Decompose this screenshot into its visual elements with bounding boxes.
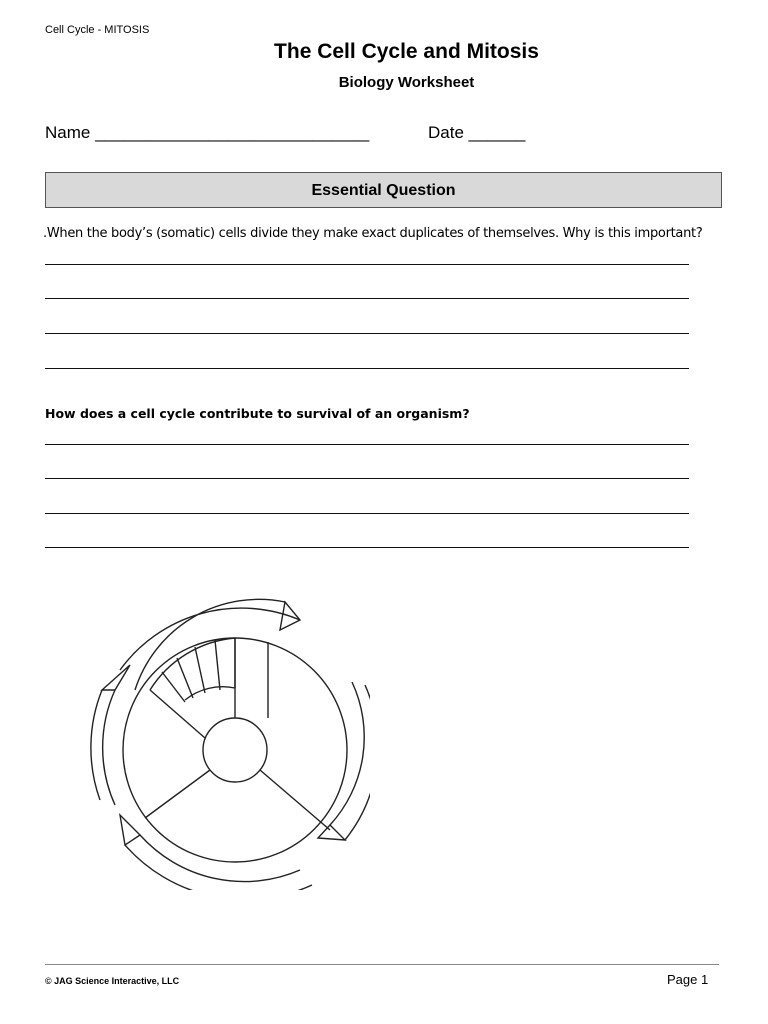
mitosis-divider xyxy=(162,672,185,702)
arrow-arc-left-outer xyxy=(91,690,102,800)
arrow-arc-right-outer xyxy=(345,685,370,840)
arrow-head-left xyxy=(102,665,130,690)
arrow-arc-bottom xyxy=(140,835,300,882)
mitosis-divider xyxy=(215,640,220,690)
answer-line[interactable] xyxy=(45,513,689,514)
answer-line[interactable] xyxy=(45,478,689,479)
header-small-label: Cell Cycle - MITOSIS xyxy=(45,24,150,36)
answer-line[interactable] xyxy=(45,333,689,334)
answer-line[interactable] xyxy=(45,444,689,445)
arrow-arc-top-outer xyxy=(120,608,300,670)
mitosis-divider xyxy=(177,658,193,698)
date-field[interactable]: Date ______ xyxy=(428,123,526,142)
divider-right xyxy=(260,770,330,830)
page-subtitle: Biology Worksheet xyxy=(338,74,475,91)
arrow-arc-left xyxy=(103,690,115,805)
page-title: The Cell Cycle and Mitosis xyxy=(274,40,539,63)
mitosis-divider xyxy=(195,647,205,693)
essential-question-heading: Essential Question xyxy=(45,172,722,208)
footer-divider xyxy=(45,964,719,965)
question-1: .When the body’s (somatic) cells divide they make exact duplicates of themselves. Why is this important? xyxy=(43,226,703,241)
answer-line[interactable] xyxy=(45,547,689,548)
arrow-arc-bottom-outer xyxy=(125,845,312,890)
question-2: How does a cell cycle contribute to survival of an organism? xyxy=(45,406,470,421)
answer-line[interactable] xyxy=(45,298,689,299)
divider-upper-left xyxy=(150,690,205,738)
answer-line[interactable] xyxy=(45,368,689,369)
cell-cycle-diagram xyxy=(90,590,370,890)
name-field[interactable]: Name _____________________________ xyxy=(45,123,370,142)
center-circle xyxy=(203,718,267,782)
arrow-arc-top xyxy=(135,599,285,690)
arrow-head-right xyxy=(318,825,345,840)
arrow-head-bottom xyxy=(120,815,140,845)
answer-line[interactable] xyxy=(45,264,689,265)
footer-copyright: © JAG Science Interactive, LLC xyxy=(45,976,180,986)
footer-page-number: Page 1 xyxy=(667,972,709,987)
divider-left xyxy=(145,770,210,818)
